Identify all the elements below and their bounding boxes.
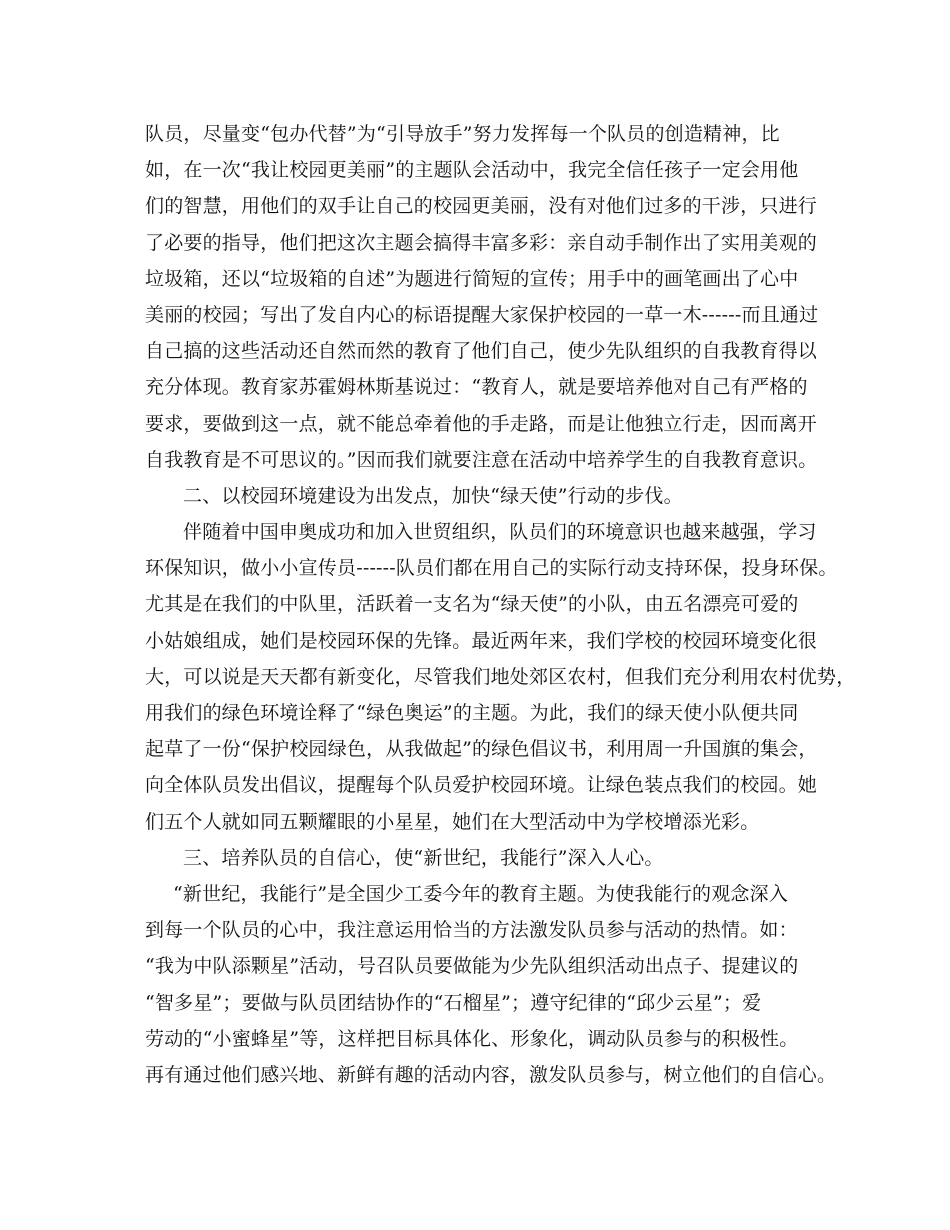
paragraph-line: 垃圾箱，还以“垃圾箱的自述”为题进行简短的宣传；用手中的画笔画出了心中 <box>145 267 799 290</box>
paragraph-line: 劳动的“小蜜蜂星”等，这样把目标具体化、形象化，调动队员参与的积极性。 <box>145 1027 799 1050</box>
paragraph-line: 尤其是在我们的中队里，活跃着一支名为“绿天使”的小队，由五名漂亮可爱的 <box>145 593 799 616</box>
paragraph-line: 要求，要做到这一点，就不能总牵着他的手走路，而是让他独立行走，因而离开 <box>145 412 818 435</box>
paragraph-line: 了必要的指导，他们把这次主题会搞得丰富多彩：亲自动手制作出了实用美观的 <box>145 231 818 254</box>
paragraph-line: 到每一个队员的心中，我注意运用恰当的方法激发队员参与活动的热情。如： <box>145 919 798 942</box>
paragraph-line: 伴随着中国申奥成功和加入世贸组织，队员们的环境意识也越来越强，学习 <box>183 521 817 544</box>
paragraph-line: 起草了一份“保护校园绿色，从我做起”的绿色倡议书，利用周一升国旗的集会， <box>145 738 818 761</box>
paragraph-line: 再有通过他们感兴地、新鲜有趣的活动内容，激发队员参与，树立他们的自信心。 <box>145 1063 837 1086</box>
paragraph-line: 自己搞的这些活动还自然而然的教育了他们自己，使少先队组织的自我教育得以 <box>145 340 818 363</box>
paragraph-line: “智多星”；要做与队员团结协作的“石榴星”；遵守纪律的“邱少云星”；爱 <box>145 991 762 1014</box>
paragraph-line: 环保知识，做小小宣传员------队员们都在用自己的实际行动支持环保，投身环保。 <box>145 557 838 580</box>
paragraph-line: 向全体队员发出倡议，提醒每个队员爱护校园环境。让绿色装点我们的校园。她 <box>145 774 818 797</box>
paragraph-line: 如，在一次“我让校园更美丽”的主题队会活动中，我完全信任孩子一定会用他 <box>145 159 799 182</box>
paragraph-line: “我为中队添颗星”活动，号召队员要做能为少先队组织活动出点子、提建议的 <box>145 955 799 978</box>
paragraph-line: 自我教育是不可思议的。”因而我们就要注意在活动中培养学生的自我教育意识。 <box>145 448 818 471</box>
section-heading: 三、培养队员的自信心，使“新世纪，我能行”深入人心。 <box>183 846 664 869</box>
paragraph-line: 们的智慧，用他们的双手让自己的校园更美丽，没有对他们过多的干涉，只进行 <box>145 195 818 218</box>
paragraph-line: 小姑娘组成，她们是校园环保的先锋。最近两年来，我们学校的校园环境变化很 <box>145 629 818 652</box>
paragraph-line: 用我们的绿色环境诠释了“绿色奥运”的主题。为此，我们的绿天使小队便共同 <box>145 702 799 724</box>
paragraph-line: 美丽的校园；写出了发自内心的标语提醒大家保护校园的一草一木------而且通过 <box>145 303 819 326</box>
paragraph-line: 们五个人就如同五颗耀眼的小星星，她们在大型活动中为学校增添光彩。 <box>145 810 760 833</box>
paragraph-line: 队员，尽量变“包办代替”为“引导放手”努力发挥每一个队员的创造精神，比 <box>145 123 780 145</box>
body-text <box>145 116 856 1093</box>
paragraph-line: 充分体现。教育家苏霍姆林斯基说过：“教育人，就是要培养他对自己有严格的 <box>145 376 808 399</box>
section-heading: 二、以校园环境建设为出发点，加快“绿天使”行动的步伐。 <box>183 484 683 507</box>
paragraph-line: 大，可以说是天天都有新变化，尽管我们地处郊区农村，但我们充分利用农村优势， <box>145 665 856 688</box>
paragraph-line: “新世纪，我能行”是全国少工委今年的教育主题。为使我能行的观念深入 <box>173 882 789 905</box>
